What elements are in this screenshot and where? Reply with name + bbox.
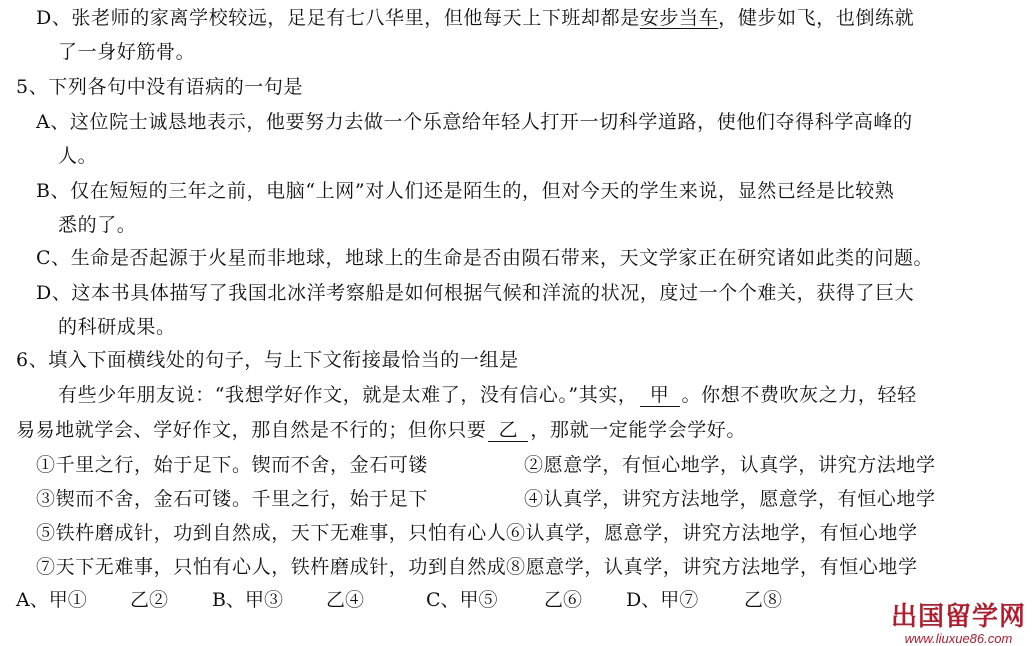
q6-answer-a-yi: 乙② (130, 589, 169, 611)
q6-answer-b-yi: 乙④ (326, 589, 365, 611)
q6-passage-line2 (16, 418, 746, 442)
q5-option-b-line2: 悉的了。 (58, 214, 137, 236)
q5-stem: 5、下列各句中没有语病的一句是 (16, 76, 304, 98)
q5-option-a-line1: A、这位院士诚恳地表示，他要努力去做一个乐意给年轻人打开一切科学道路，使他们夺得科学高峰的 (36, 111, 913, 133)
q6-answer-b-jia: B、甲③ (212, 589, 283, 611)
q5-option-d-line1: D、这本书具体描写了我国北冰洋考察船是如何根据气候和洋流的状况，度过一个个难关，获得了巨大 (36, 282, 915, 304)
q4-option-d-line2: 了一身好筋骨。 (58, 41, 196, 63)
watermark-url: www.liuxue86.com (904, 631, 1013, 646)
q6-answer-a-jia: A、甲① (16, 589, 87, 611)
q6-choice-7: ⑦天下无难事，只怕有心人，铁杵磨成针，功到自然成 (36, 556, 507, 578)
q6-answer-c-yi: 乙⑥ (544, 589, 583, 611)
q6-answer-d-jia: D、甲⑦ (626, 589, 699, 611)
q6-choice-6: ⑥认真学，愿意学，讲究方法地学，有恒心地学 (506, 522, 918, 544)
q6-blank-yi: 乙 (488, 419, 528, 442)
site-watermark (891, 603, 1026, 646)
q4-option-d-line1 (36, 6, 914, 30)
q6-passage-text: 易易地就学会、学好作文，那自然是不行的；但你只要 (16, 419, 487, 441)
q6-answer-c-jia: C、甲⑤ (426, 589, 498, 611)
q6-choice-2: ②愿意学，有恒心地学，认真学，讲究方法地学 (524, 454, 936, 476)
q6-stem: 6、填入下面横线处的句子，与上下文衔接最恰当的一组是 (16, 349, 519, 371)
q5-option-d-line2: 的科研成果。 (58, 316, 176, 338)
q6-choice-4: ④认真学，讲究方法地学，愿意学，有恒心地学 (524, 488, 936, 510)
q6-choice-1: ①千里之行，始于足下。锲而不舍，金石可镂 (36, 454, 429, 476)
q5-option-a-line2: 人。 (58, 145, 98, 167)
q4-option-d-underlined-phrase: 安步当车 (639, 7, 719, 29)
q6-answer-d-yi: 乙⑧ (744, 589, 783, 611)
q4-option-d-text-end: ，健步如飞，也倒练就 (718, 7, 915, 29)
q6-passage-text-end: ，那就一定能学会学好。 (530, 419, 747, 441)
q5-option-c: C、生命是否起源于火星而非地球，地球上的生命是否由陨石带来，天文学家正在研究诸如此类的问题。 (36, 247, 934, 269)
q4-option-d-text: D、张老师的家离学校较远，足足有七八华里，但他每天上下班却都是 (36, 7, 640, 29)
q6-passage-text-end: 。你想不费吹灰之力，轻轻 (681, 384, 917, 406)
watermark-site-name: 出国留学网 (890, 602, 1026, 632)
q6-blank-jia: 甲 (640, 384, 680, 407)
q6-choice-8: ⑧愿意学，认真学，讲究方法地学，有恒心地学 (506, 556, 918, 578)
q6-passage-text: 有些少年朋友说：“我想学好作文，就是太难了，没有信心。”其实， (58, 384, 638, 406)
q6-choice-3: ③锲而不舍，金石可镂。千里之行，始于足下 (36, 488, 429, 510)
q6-choice-5: ⑤铁杵磨成针，功到自然成，天下无难事，只怕有心人 (36, 522, 507, 544)
q6-passage-line1 (58, 383, 917, 407)
q5-option-b-line1: B、仅在短短的三年之前，电脑“上网”对人们还是陌生的，但对今天的学生来说，显然已经是比较熟 (36, 180, 895, 202)
